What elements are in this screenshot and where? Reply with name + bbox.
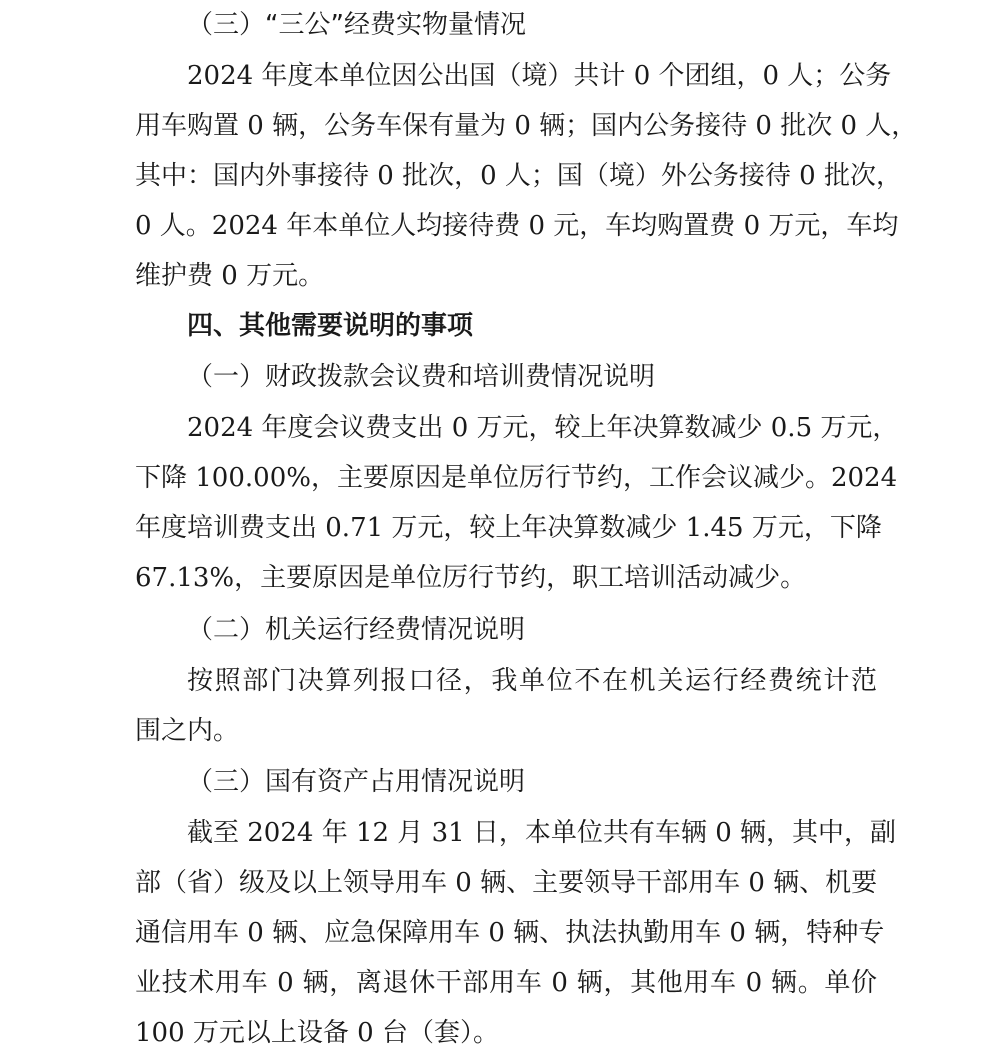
paragraph-line: 67.13%，主要原因是单位厉行节约，职工培训活动减少。	[135, 563, 807, 593]
subsection-heading-state-assets: （三）国有资产占用情况说明	[187, 767, 526, 797]
paragraph-line: 维护费 0 万元。	[135, 261, 325, 291]
paragraph-line: 用车购置 0 辆，公务车保有量为 0 辆；国内公务接待 0 批次 0 人，	[135, 111, 918, 141]
paragraph-line: 下降 100.00%，主要原因是单位厉行节约，工作会议减少。2024	[135, 463, 898, 493]
paragraph-line: 按照部门决算列报口径，我单位不在机关运行经费统计范	[187, 666, 877, 696]
paragraph-line: 通信用车 0 辆、应急保障用车 0 辆、执法执勤用车 0 辆，特种专	[135, 918, 885, 948]
paragraph-line: 年度培训费支出 0.71 万元，较上年决算数减少 1.45 万元，下降	[135, 513, 882, 543]
paragraph-line: 部（省）级及以上领导用车 0 辆、主要领导干部用车 0 辆、机要	[135, 868, 878, 898]
paragraph-line: 围之内。	[135, 716, 240, 746]
paragraph-line: 截至 2024 年 12 月 31 日，本单位共有车辆 0 辆，其中，副	[187, 818, 896, 848]
subsection-heading-three-public-quantity: （三）“三公”经费实物量情况	[187, 10, 526, 40]
subsection-heading-operating-expenses: （二）机关运行经费情况说明	[187, 615, 526, 645]
paragraph-line: 其中：国内外事接待 0 批次，0 人；国（境）外公务接待 0 批次，	[135, 161, 902, 191]
paragraph-line: 2024 年度会议费支出 0 万元，较上年决算数减少 0.5 万元，	[187, 413, 899, 443]
paragraph-line: 2024 年度本单位因公出国（境）共计 0 个团组，0 人；公务	[187, 61, 892, 91]
paragraph-line: 业技术用车 0 辆，离退休干部用车 0 辆，其他用车 0 辆。单价	[135, 968, 877, 998]
paragraph-line: 100 万元以上设备 0 台（套）。	[135, 1018, 499, 1048]
paragraph-line: 0 人。2024 年本单位人均接待费 0 元，车均购置费 0 万元，车均	[135, 211, 899, 241]
subsection-heading-meeting-training: （一）财政拨款会议费和培训费情况说明	[187, 362, 656, 392]
section-heading-other-matters: 四、其他需要说明的事项	[187, 311, 474, 341]
